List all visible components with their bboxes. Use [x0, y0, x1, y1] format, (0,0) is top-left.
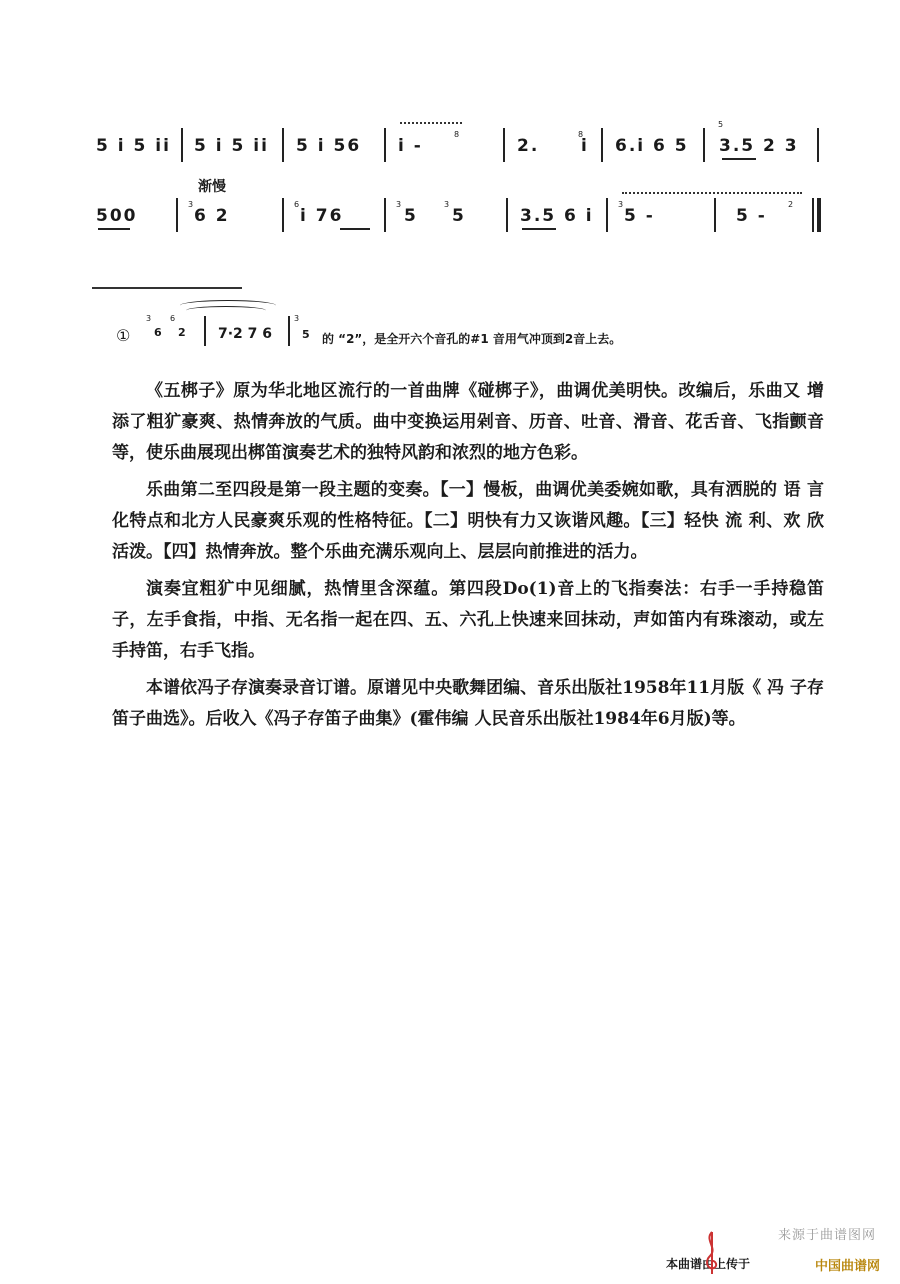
grace-note: 3	[188, 200, 194, 209]
barline	[181, 128, 183, 162]
barline	[606, 198, 608, 232]
paragraph: 演奏宜粗犷中见细腻，热情里含深蕴。第四段Do(1)音上的飞指奏法：右手一手持稳笛子，左手食指，中指、无名指一起在四、五、六孔上快速来回抹动，声如笛内有珠滚动，或左手持笛，右手飞指。	[112, 579, 824, 661]
footnote-marker: ①	[116, 326, 131, 345]
trill-line	[400, 122, 462, 124]
measure-14: 5 -	[736, 206, 767, 226]
footnote-text: 的 “2”，是全开六个音孔的#1 音用气冲顶到2音上去。	[322, 332, 622, 346]
barline	[384, 128, 386, 162]
measure-12: 3.5 6 i	[520, 206, 594, 226]
beam	[722, 158, 756, 160]
footnote-notes: 7·2 7 6	[218, 326, 273, 342]
measure-8: 500	[96, 206, 138, 226]
grace-note: 5	[718, 120, 724, 129]
measure-11a: 5	[404, 206, 418, 226]
barline	[503, 128, 505, 162]
paragraph: 乐曲第二至四段是第一段主题的变奏。【一】慢板，曲调优美委婉如歌，具有洒脱的 语 言化特点和北方人民豪爽乐观的性格特征。【二】明快有力又诙谐风趣。【三】轻快 流 利、欢 欣 活泼。【四】热情奔放。整个乐曲充满乐观向上、层层向前推进的活力。	[112, 480, 824, 562]
measure-10: i 76	[300, 206, 344, 226]
barline	[282, 198, 284, 232]
grace-note: 3	[618, 200, 624, 209]
grace-note: 3	[444, 200, 450, 209]
grace-note: 3	[146, 314, 152, 323]
measure-9: 6 2	[194, 206, 230, 226]
barline	[506, 198, 508, 232]
treble-clef-icon	[700, 1230, 722, 1276]
barline	[288, 316, 290, 346]
footnote-note: 6	[154, 326, 162, 339]
footnote-note: 5	[302, 328, 310, 341]
measure-11b: 5	[452, 206, 466, 226]
brand-logo: 中国曲谱网	[814, 1259, 880, 1274]
measure-1: 5 i 5 ii	[96, 136, 171, 156]
grace-note: 3	[294, 314, 300, 323]
grace-note: 8	[578, 130, 584, 139]
barline	[176, 198, 178, 232]
paragraph: 《五梆子》原为华北地区流行的一首曲牌《碰梆子》，曲调优美明快。改编后，乐曲又 增 添了粗犷豪爽、热情奔放的气质。曲中变换运用剁音、历音、吐音、滑音、花舌音、飞指颤音等，使乐曲展现出梆笛演奏艺术的独特风韵和浓烈的地方色彩。	[112, 381, 824, 463]
description-text	[112, 376, 824, 741]
footnote-note: 2	[178, 326, 186, 339]
measure-13: 5 -	[624, 206, 655, 226]
grace-note: 2	[788, 200, 794, 209]
grace-note: 6	[170, 314, 176, 323]
barline	[817, 128, 819, 162]
measure-2: 5 i 5 ii	[194, 136, 269, 156]
barline	[282, 128, 284, 162]
beam	[98, 228, 130, 230]
measure-4: i -	[398, 136, 423, 156]
beam	[522, 228, 556, 230]
beam	[340, 228, 370, 230]
measure-3: 5 i 56	[296, 136, 362, 156]
source-text: 来源于曲谱图网	[777, 1228, 876, 1243]
barline	[601, 128, 603, 162]
measure-5b: i	[581, 136, 589, 156]
slur	[186, 306, 266, 315]
grace-note: 6	[294, 200, 300, 209]
barline	[384, 198, 386, 232]
footnote-rule	[92, 287, 242, 289]
measure-7: 3.5 2 3	[719, 136, 799, 156]
score-row-2	[0, 179, 900, 248]
barline	[703, 128, 705, 162]
footer-watermark	[666, 1224, 886, 1276]
final-barline	[812, 198, 814, 232]
score-row-1	[0, 120, 900, 178]
barline	[714, 198, 716, 232]
grace-note: 3	[396, 200, 402, 209]
grace-note: 8	[454, 130, 460, 139]
tempo-marking: 渐慢	[198, 179, 226, 195]
uploader-text: 本曲谱由上传于	[666, 1257, 751, 1271]
measure-6: 6.i 6 5	[615, 136, 689, 156]
barline	[204, 316, 206, 346]
measure-5a: 2.	[517, 136, 540, 156]
footnote	[116, 300, 836, 360]
trill-line	[622, 192, 802, 194]
paragraph: 本谱依冯子存演奏录音订谱。原谱见中央歌舞团编、音乐出版社1958年11月版《 冯 子存笛子曲选》。后收入《冯子存笛子曲集》(霍伟编 人民音乐出版社1984年6月版)等。	[112, 678, 824, 729]
